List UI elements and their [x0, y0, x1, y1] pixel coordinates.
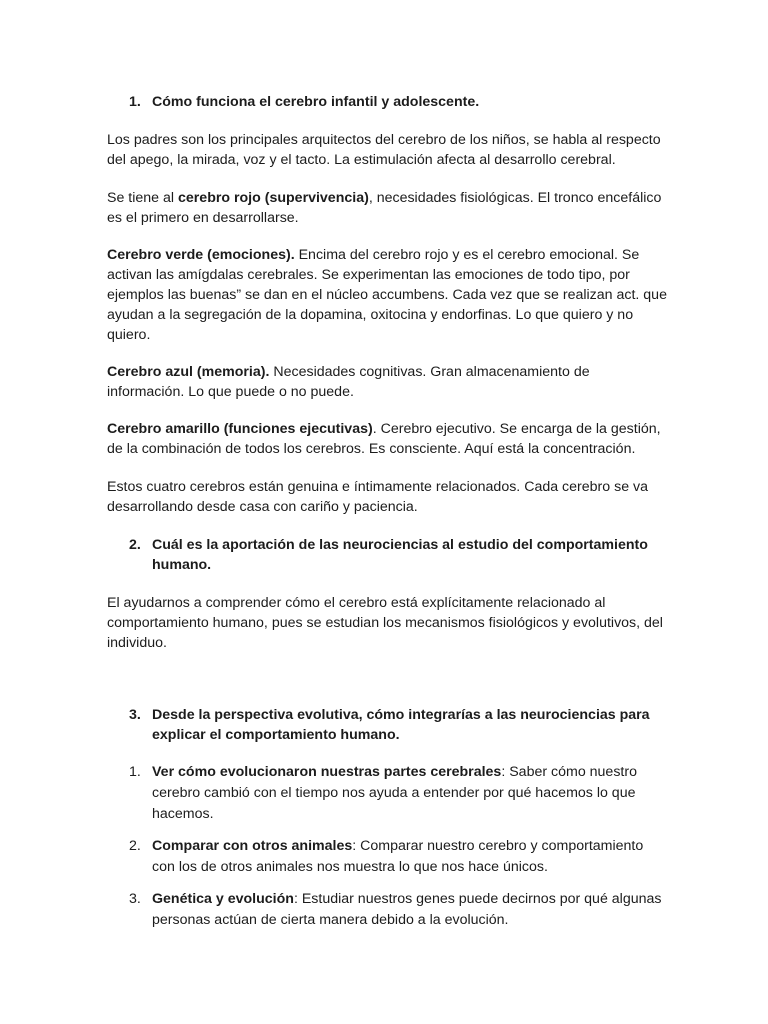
paragraph-text: . Cerebro ejecutivo. Se encarga de la gestión, de la combinación de todos los cerebros. Es consciente. Aquí está la concentración. [107, 421, 661, 457]
list-item-description: : Estudiar nuestros genes puede decirnos por qué algunas personas actúan de cierta manera debido a la evolución. [152, 891, 662, 928]
list-item-bold-term: Genética y evolución [152, 891, 294, 907]
section-heading-2 [129, 535, 669, 575]
paragraph-text: Necesidades cognitivas. Gran almacenamiento de información. Lo que puede o no puede. [107, 364, 590, 400]
list-item-number: 2. [129, 838, 141, 854]
section-heading-text: Desde la perspectiva evolutiva, cómo integrarías a las neurociencias para explicar el comportamiento humano. [152, 707, 650, 743]
list-item [129, 762, 669, 825]
paragraph-four-brains: Estos cuatro cerebros están genuina e íntimamente relacionados. Cada cerebro se va desarrollando desde casa con cariño y paciencia. [107, 479, 649, 515]
bold-term-red-brain: cerebro rojo (supervivencia) [178, 190, 369, 206]
section-number: 2. [129, 537, 141, 553]
paragraph-parents: Los padres son los principales arquitectos del cerebro de los niños, se habla al respecto del apego, la mirada, voz y el tacto. La estimulación afecta al desarrollo cerebral. [107, 132, 661, 168]
paragraph-blue-brain [107, 362, 667, 402]
paragraph-yellow-brain [107, 419, 667, 459]
section-heading-text: Cuál es la aportación de las neurociencias al estudio del comportamiento humano. [152, 537, 648, 573]
section-number: 1. [129, 94, 141, 110]
paragraph-green-brain [107, 245, 667, 345]
section-heading-1 [129, 92, 669, 112]
paragraph-text: Encima del cerebro rojo y es el cerebro emocional. Se activan las amígdalas cerebrales. Se experimentan las emociones de todo tipo, por ejemplos las buenas” se dan en el núcleo accumbens. Cada vez que se realizan act. que ayudan a la segregación de la dopamina, oxitocina y endorfinas. Lo que quiero y no quiero. [107, 247, 667, 343]
list-item-bold-term: Comparar con otros animales [152, 838, 353, 854]
paragraph-neuroscience: El ayudarnos a comprender cómo el cerebro está explícitamente relacionado al comportamiento humano, pues se estudian los mecanismos fisiológicos y evolutivos, del individuo. [107, 595, 663, 651]
section-number: 3. [129, 707, 141, 723]
section-heading-text: Cómo funciona el cerebro infantil y adolescente. [152, 94, 480, 110]
list-item [129, 836, 669, 878]
list-item-text [152, 836, 669, 878]
list-item-description: : Comparar nuestro cerebro y comportamiento con los de otros animales nos muestra lo que nos hace únicos. [152, 838, 644, 875]
bold-term-yellow-brain: Cerebro amarillo (funciones ejecutivas) [107, 421, 373, 437]
paragraph-text: , necesidades fisiológicas. El tronco encefálico es el primero en desarrollarse. [107, 190, 662, 226]
list-item-text [152, 762, 669, 825]
bold-term-blue-brain: Cerebro azul (memoria). [107, 364, 270, 380]
list-item-number: 3. [129, 891, 141, 907]
section-heading-3 [129, 705, 669, 745]
paragraph-red-brain [107, 188, 667, 228]
list-item-description: : Saber cómo nuestro cerebro cambió con el tiempo nos ayuda a entender por qué hacemos lo que hacemos. [152, 764, 637, 822]
bold-term-green-brain: Cerebro verde (emociones). [107, 247, 295, 263]
list-item-text [152, 889, 669, 931]
list-item [129, 889, 669, 931]
paragraph-text: Se tiene al [107, 190, 178, 206]
list-item-number: 1. [129, 764, 141, 780]
list-item-bold-term: Ver cómo evolucionaron nuestras partes cerebrales [152, 764, 502, 780]
